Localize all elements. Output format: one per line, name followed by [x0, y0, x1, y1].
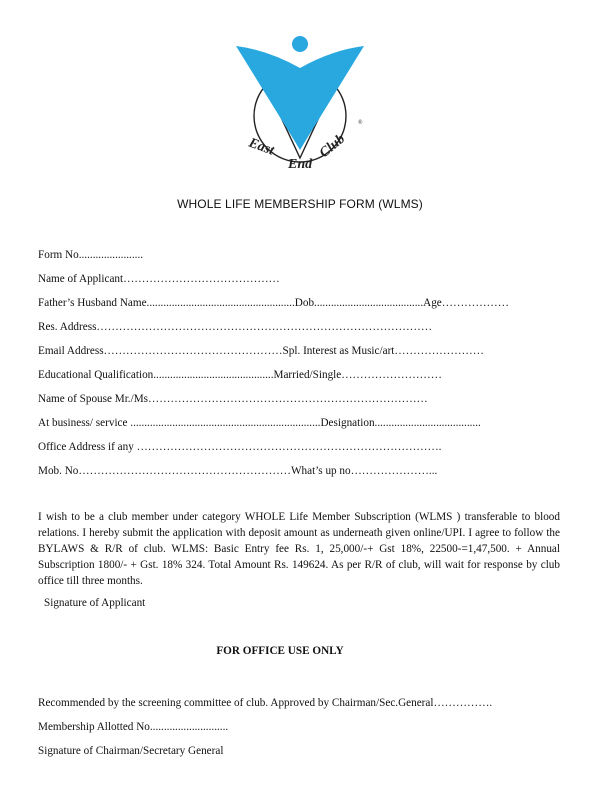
- field-email-interest[interactable]: Email Address…………………………………………Spl. Interest as Music/art……………………: [38, 345, 484, 357]
- field-mobile-whatsapp[interactable]: Mob. No…………………………………………………What’s up no…………………...: [38, 465, 438, 477]
- field-father-husband-dob-age[interactable]: Father’s Husband Name.....................................................Dob.......................................Age………………: [38, 297, 509, 309]
- logo-text-east: East: [246, 135, 276, 159]
- field-business-designation[interactable]: At business/ service ....................................................................Designation......................................: [38, 417, 481, 429]
- logo-text-club: Club: [316, 131, 349, 162]
- office-membership-allotted-no[interactable]: Membership Allotted No............................: [38, 721, 229, 733]
- field-res-address[interactable]: Res. Address………………………………………………………………………………: [38, 321, 433, 333]
- field-education-marital[interactable]: Educational Qualification...........................................Married/Single………………………: [38, 369, 442, 381]
- field-form-no[interactable]: Form No.......................: [38, 249, 144, 261]
- field-office-address[interactable]: Office Address if any ……………………………………………………………………….: [38, 441, 442, 453]
- form-title: WHOLE LIFE MEMBERSHIP FORM (WLMS): [177, 197, 423, 211]
- declaration-paragraph: I wish to be a club member under category WHOLE Life Member Subscription (WLMS ) transferable to blood relations. I hereby submit the application with deposit amount as underneath given online/UPI. I agree to follow the BYLAWS & R/R of club. WLMS: Basic Entry fee Rs. 1, 25,000/-+ Gst 18%, 22500-=1,47,500. + Annual Subscription 1800/- + Gst. 18% 324. Total Amount Rs. 149624. As per R/R of club, will wait for response by club office till three months.: [38, 511, 560, 587]
- east-end-club-logo: [228, 28, 378, 178]
- field-spouse-name[interactable]: Name of Spouse Mr./Ms…………………………………………………………………: [38, 393, 428, 405]
- office-use-heading: FOR OFFICE USE ONLY: [216, 645, 344, 657]
- logo-text-end: End: [288, 157, 313, 172]
- field-name-of-applicant[interactable]: Name of Applicant……………………………………: [38, 273, 280, 285]
- svg-text:®: ®: [358, 120, 363, 126]
- signature-of-applicant: Signature of Applicant: [44, 597, 146, 609]
- office-recommended-approved[interactable]: Recommended by the screening committee of club. Approved by Chairman/Sec.General…………….: [38, 697, 493, 709]
- office-signature-chairman: Signature of Chairman/Secretary General: [38, 745, 224, 757]
